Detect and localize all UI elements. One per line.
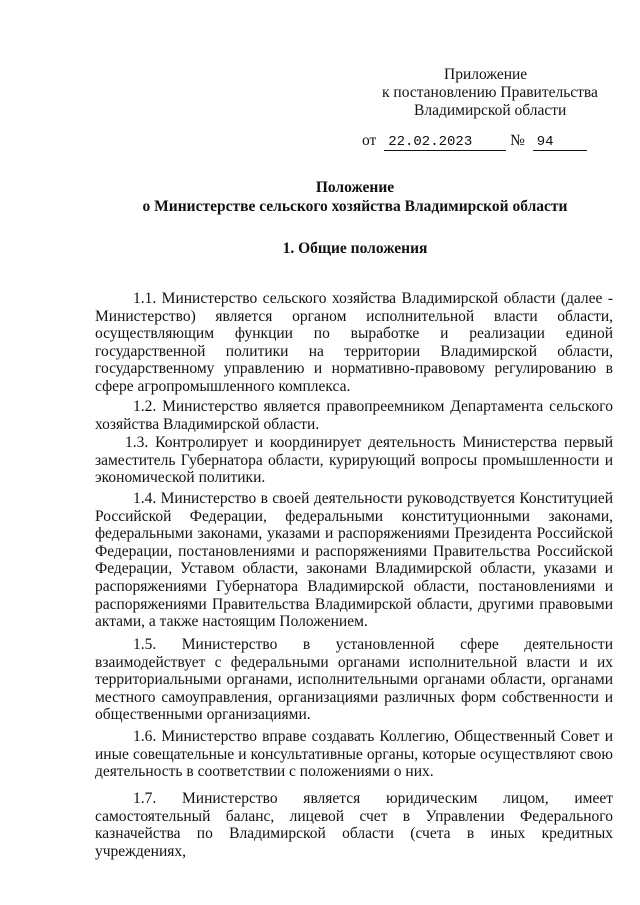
section-heading: 1. Общие положения	[282, 240, 428, 257]
paragraph-text: 1.6. Министерство вправе создавать Коллегию, Общественный Совет и иные совещательные и консультативные органы, которые осуществляют свою деятельность в соответствии с положениями о них.	[95, 728, 613, 781]
title-line-1: Положение	[315, 179, 395, 196]
paragraph-text: 1.3. Контролирует и координирует деятельность Министерства первый заместитель Губернатора области, курирующий вопросы промышленности и экономической политики.	[95, 434, 613, 487]
paragraph-1-2	[95, 398, 613, 433]
paragraph-1-7	[95, 790, 613, 860]
appendix-resolution-line: к постановлению Правительства	[382, 84, 598, 101]
paragraph-text: 1.7. Министерство является юридическим лицом, имеет самостоятельный баланс, лицевой счет в Управлении Федерального казначейства по Владимирской области (счета в иных кредитных учреждениях,	[95, 790, 613, 860]
number-label: №	[510, 132, 525, 149]
title-line-2: о Министерстве сельского хозяйства Владимирской области	[142, 198, 568, 215]
paragraph-1-1	[95, 290, 613, 396]
paragraph-1-4	[95, 490, 613, 631]
from-label: от	[362, 132, 377, 149]
paragraph-1-6	[95, 728, 613, 781]
document-title	[95, 178, 615, 216]
appendix-date-number-line	[360, 132, 620, 151]
paragraph-text: 1.5. Министерство в установленной сфере деятельности взаимодействует с федеральными органами исполнительной власти и их территориальными органами, исполнительными органами области, органами местного самоуправления, организациями различных форм собственности и общественными организациями.	[95, 636, 613, 724]
appendix-region-line: Владимирской области	[414, 102, 567, 119]
appendix-header	[360, 66, 620, 151]
paragraph-1-3	[95, 434, 613, 487]
resolution-date: 22.02.2023	[384, 134, 506, 151]
paragraph-text: 1.1. Министерство сельского хозяйства Владимирской области (далее - Министерство) является органом исполнительной власти области, осуществляющим функции по выработке и реализации единой государственной политики на территории Владимирской области, государственному управлению и нормативно-правовому регулированию в сфере агропромышленного комплекса.	[95, 290, 613, 395]
appendix-title: Приложение	[444, 66, 528, 83]
paragraph-text: 1.4. Министерство в своей деятельности руководствуется Конституцией Российской Федерации, федеральными конституционными законами, федеральными законами, указами и распоряжениями Президента Российской Федерации, постановлениями и распоряжениями Правительства Российской Федерации, Уставом области, законами Владимирской области, указами и распоряжениями Губернатора Владимирской области, постановлениями и распоряжениями Правительства Владимирской области, другими правовыми актами, а также настоящим Положением.	[95, 490, 613, 631]
resolution-number: 94	[533, 134, 587, 151]
paragraph-1-5	[95, 636, 613, 724]
paragraph-text: 1.2. Министерство является правопреемником Департамента сельского хозяйства Владимирской области.	[95, 398, 613, 433]
